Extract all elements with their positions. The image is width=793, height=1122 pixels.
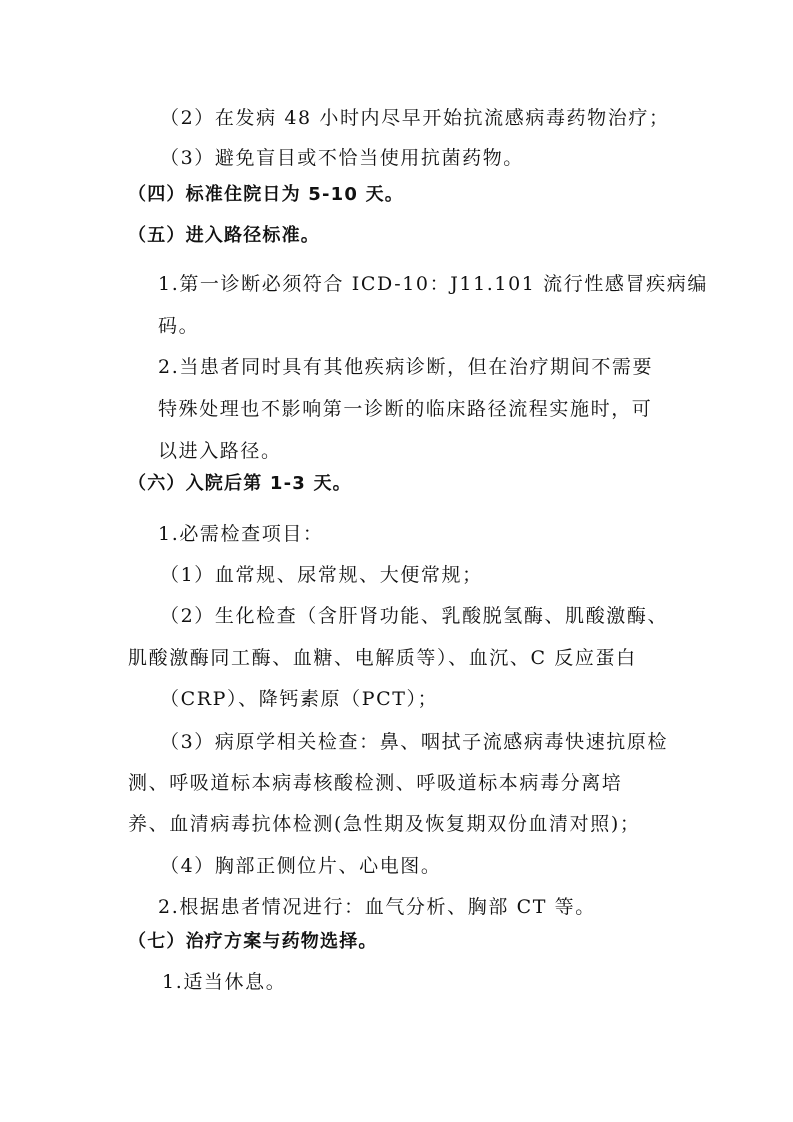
text-line: 测、呼吸道标本病毒核酸检测、呼吸道标本病毒分离培 xyxy=(128,772,623,794)
text-line: 1.必需检查项目： xyxy=(158,523,324,545)
section-heading: （五）进入路径标准。 xyxy=(128,225,320,246)
section-heading: （四）标准住院日为 5-10 天。 xyxy=(128,184,404,205)
text-line: （3）避免盲目或不恰当使用抗菌药物。 xyxy=(160,147,524,169)
text-line: 2.当患者同时具有其他疾病诊断，但在治疗期间不需要 xyxy=(158,356,654,378)
text-line: （2）在发病 48 小时内尽早开始抗流感病毒药物治疗； xyxy=(160,107,670,129)
section-heading: （六）入院后第 1-3 天。 xyxy=(128,473,352,494)
text-line: 肌酸激酶同工酶、血糖、电解质等）、血沉、C 反应蛋白 xyxy=(128,647,637,669)
text-line: （CRP）、降钙素原（PCT）； xyxy=(160,688,439,710)
text-line: 以进入路径。 xyxy=(158,440,282,462)
text-line: 码。 xyxy=(158,315,200,337)
text-line: （4）胸部正侧位片、心电图。 xyxy=(160,855,442,877)
text-line: （2）生化检查（含肝肾功能、乳酸脱氢酶、肌酸激酶、 xyxy=(160,605,669,627)
text-line: 2.根据患者情况进行：血气分析、胸部 CT 等。 xyxy=(158,896,596,918)
text-line: 1.适当休息。 xyxy=(162,971,287,993)
text-line: （1）血常规、尿常规、大便常规； xyxy=(160,564,483,586)
text-line: （3）病原学相关检查：鼻、咽拭子流感病毒快速抗原检 xyxy=(160,731,669,753)
text-line: 特殊处理也不影响第一诊断的临床路径流程实施时，可 xyxy=(158,398,653,420)
text-line: 养、血清病毒抗体检测(急性期及恢复期双份血清对照)； xyxy=(128,813,641,835)
text-line: 1.第一诊断必须符合 ICD-10：J11.101 流行性感冒疾病编 xyxy=(158,273,708,295)
section-heading: （七）治疗方案与药物选择。 xyxy=(128,931,378,952)
